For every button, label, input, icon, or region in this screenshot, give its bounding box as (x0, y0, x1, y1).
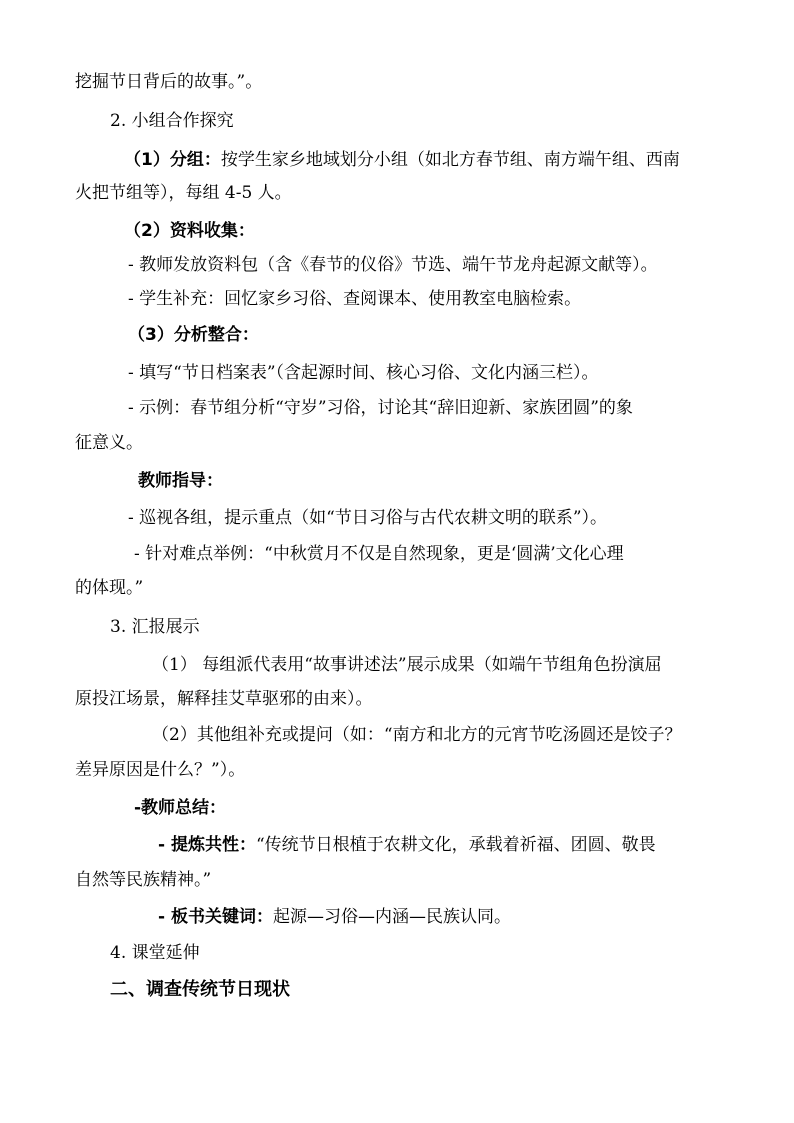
label-teacher-guidance: 教师指导： (138, 471, 223, 491)
label-grouping: （1）分组： (124, 150, 221, 170)
text-line-teacher-materials: - 教师发放资料包（含《春节的仪俗》节选、端午节龙舟起源文献等）。 (128, 255, 658, 275)
label-analysis-integration: （3）分析整合： (128, 325, 259, 345)
text-line-difficulty-example: - 针对难点举例：“中秋赏月不仅是自然现象，更是‘圆满’文化心理 (134, 544, 624, 564)
text-line-difficulty-cont: 的体现。” (75, 578, 144, 598)
section-heading-group-inquiry: 2. 小组合作探究 (110, 111, 234, 131)
text-line-student-supplement: - 学生补充：回忆家乡习俗、查阅课本、使用教室电脑检索。 (128, 289, 582, 309)
label-teacher-summary: -教师总结： (134, 798, 227, 818)
text-line-fill-table: - 填写“节日档案表”（含起源时间、核心习俗、文化内涵三栏）。 (128, 363, 599, 383)
text-line-grouping (124, 149, 680, 171)
text-line-report-2-cont: 差异原因是什么？”）。 (75, 760, 246, 780)
section-heading-report: 3. 汇报展示 (110, 617, 200, 637)
text-line-report-2: （2）其他组补充或提问（如：“南方和北方的元宵节吃汤圆还是饺子？ (152, 725, 682, 745)
text-line-commonality-cont: 自然等民族精神。” (75, 870, 212, 890)
text-line-grouping-cont: 火把节组等），每组 4-5 人。 (75, 183, 292, 203)
text-line-continuation: 挖掘节日背后的故事。”。 (75, 72, 263, 92)
label-material-collection: （2）资料收集： (124, 221, 255, 241)
text-line-keywords (158, 906, 511, 928)
text-line-example-cont: 征意义。 (75, 433, 143, 453)
text-line-commonality (158, 834, 656, 856)
text-line-example: - 示例：春节组分析“守岁”习俗，讨论其“辞旧迎新、家族团圆”的象 (128, 398, 633, 418)
text-commonality-desc: “传统节日根植于农耕文化，承载着祈福、团圆、敬畏 (255, 835, 656, 855)
section-heading-extension: 4. 课堂延伸 (110, 943, 200, 963)
text-line-report-1: （1） 每组派代表用“故事讲述法”展示成果（如端午节组角色扮演屈 (152, 655, 662, 675)
text-grouping-desc: 按学生家乡地域划分小组（如北方春节组、南方端午组、西南 (220, 150, 680, 170)
label-commonality: - 提炼共性： (158, 835, 256, 855)
text-keywords-desc: 起源—习俗—内涵—民族认同。 (272, 907, 511, 927)
text-line-patrol: - 巡视各组，提示重点（如“节日习俗与古代农耕文明的联系”）。 (128, 508, 608, 528)
label-keywords: - 板书关键词： (158, 907, 273, 927)
text-line-report-1-cont: 原投江场景，解释挂艾草驱邪的由来）。 (75, 689, 373, 709)
section-heading-survey: 二、调查传统节日现状 (110, 979, 290, 1000)
